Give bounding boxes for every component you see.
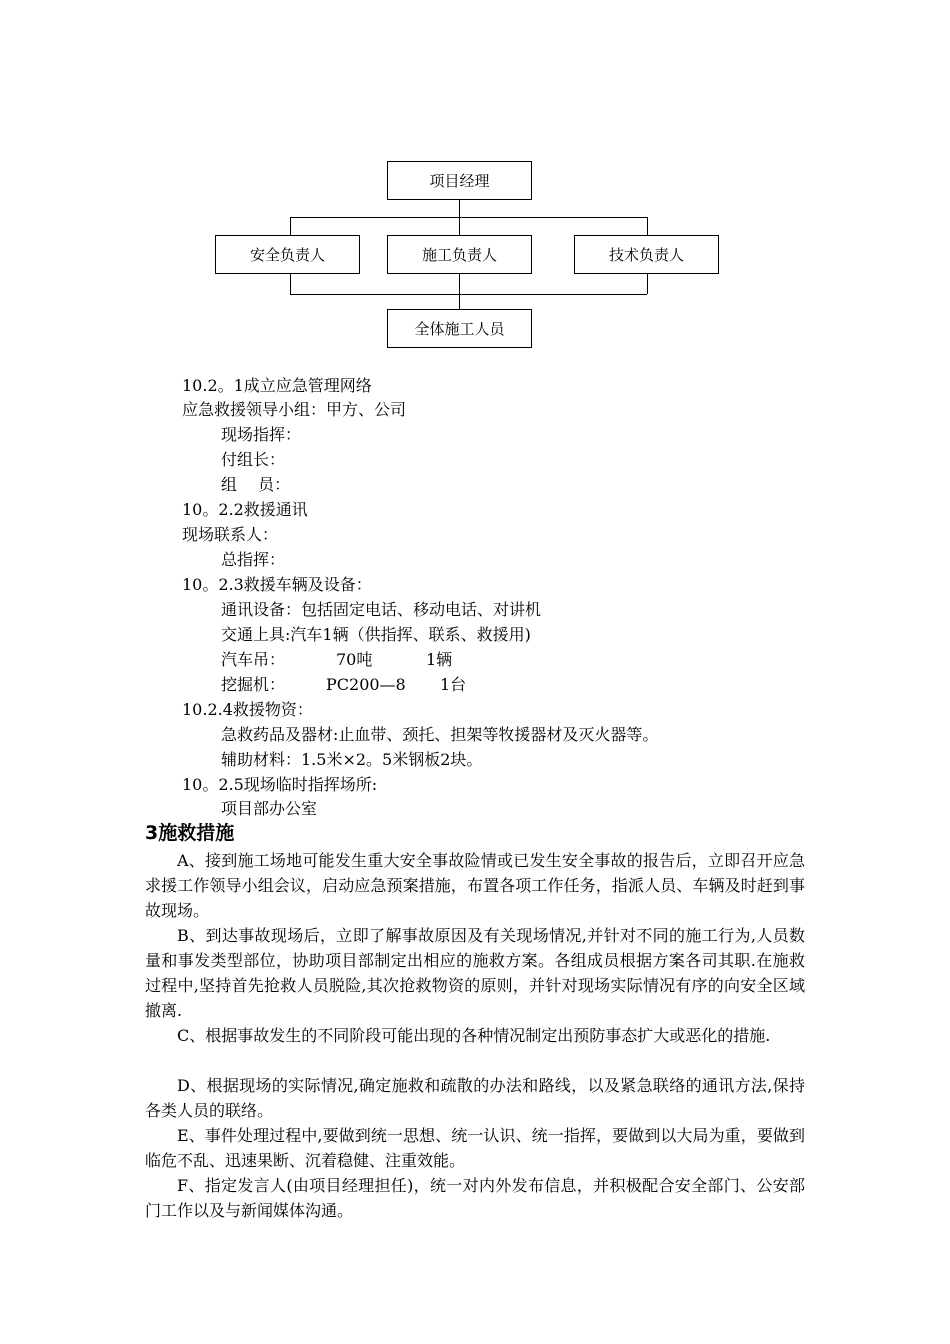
subsection-heading-10-2-1: 10.2。1成立应急管理网络 [182,376,372,395]
org-connector [290,294,647,295]
text-line: 项目部办公室 [221,799,318,818]
subsection-heading-10-2-3: 10。2.3救援车辆及设备： [182,575,372,594]
equipment-qty: 1台 [440,675,467,694]
org-connector [459,200,460,236]
equipment-row-excavator [221,673,466,697]
equipment-spec: PC200—8 [326,675,406,694]
paragraph-d: D、根据现场的实际情况,确定施救和疏散的办法和路线，以及紧急联络的通讯方法,保持各类人员的联络。 [145,1076,805,1120]
equipment-name: 挖掘机： [221,675,286,694]
org-connector [290,217,647,218]
text-line: 急救药品及器材:止血带、颈托、担架等牧援器材及灭火器等。 [221,725,659,744]
text-line: 付组长： [221,450,286,469]
paragraph-a: A、接到施工场地可能发生重大安全事故险情或已发生安全事故的报告后，立即召开应急求援工作领导小组会议，启动应急预案措施，布置各项工作任务，指派人员、车辆及时赶到事故现场。 [145,851,805,920]
org-connector [290,274,291,294]
section-title: 3施救措施 [145,822,235,844]
paragraph-c: C、根据事故发生的不同阶段可能出现的各种情况制定出预防事态扩大或恶化的措施. [177,1026,771,1045]
subsection-heading-10-2-2: 10。2.2救援通讯 [182,500,308,519]
text-line: 组 员： [221,475,291,494]
text-line: 总指挥： [221,550,286,569]
subsection-heading-10-2-5: 10。2.5现场临时指挥场所: [182,775,378,794]
org-box-project-manager: 项目经理 [387,161,532,200]
text-line: 应急救援领导小组：甲方、公司 [182,400,407,419]
text-line: 现场指挥： [221,425,302,444]
text-line: 现场联系人： [182,525,279,544]
text-line: 辅助材料：1.5米×2。5米钢板2块。 [221,750,483,769]
org-box-construction-lead: 施工负责人 [387,235,532,274]
subsection-heading-10-2-4: 10.2.4救援物资： [182,700,313,719]
org-connector [290,217,291,236]
org-box-safety-lead: 安全负责人 [215,235,360,274]
org-connector [647,217,648,236]
paragraph-b: B、到达事故现场后，立即了解事故原因及有关现场情况,并针对不同的施工行为,人员数量和事发类型部位，协助项目部制定出相应的施救方案。各组成员根据方案各司其职.在施救过程中,坚持首先抢救人员脱险,其次抢救物资的原则，并针对现场实际情况有序的向安全区域撤离. [145,926,805,1020]
equipment-name: 汽车吊： [221,650,286,669]
text-line: 通讯设备：包括固定电话、移动电话、对讲机 [221,600,542,619]
paragraph-e: E、事件处理过程中,要做到统一思想、统一认识、统一指挥，要做到以大局为重，要做到临危不乱、迅速果断、沉着稳健、注重效能。 [145,1126,805,1170]
equipment-spec: 70吨 [336,650,373,669]
org-box-technical-lead: 技术负责人 [574,235,719,274]
org-connector [459,274,460,310]
text-line: 交通上具:汽车1辆（供指挥、联系、救援用) [221,625,531,644]
paragraph-f: F、指定发言人(由项目经理担任)，统一对内外发布信息，并积极配合安全部门、公安部门工作以及与新闻媒体沟通。 [145,1176,805,1220]
equipment-qty: 1辆 [426,650,453,669]
equipment-row-crane [221,648,452,672]
org-box-all-staff: 全体施工人员 [387,309,532,348]
org-connector [647,274,648,294]
